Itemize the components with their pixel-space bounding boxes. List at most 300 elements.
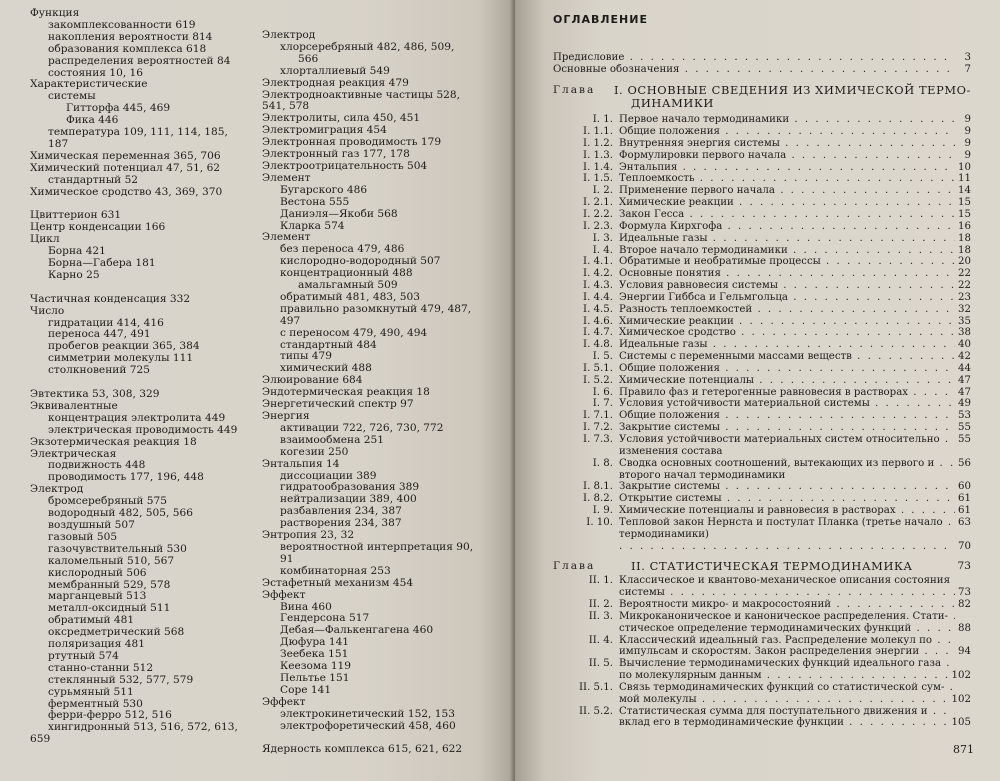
section-title: Химическое сродство — [619, 327, 736, 339]
toc-page-number: 14 — [958, 185, 971, 197]
section-title: Обратимые и необратимые процессы — [619, 256, 821, 268]
index-entry: столкновений 725 — [48, 364, 150, 377]
section-title: Общие положения — [619, 126, 720, 138]
section-number: I. 1.2. — [583, 137, 613, 149]
toc-entry — [553, 209, 971, 221]
section-number: II. 5.2. — [579, 705, 613, 717]
section-title-continued: второго начал термодинамики — [619, 469, 786, 481]
index-entry: Пельтье 151 — [280, 671, 350, 684]
index-entry: Гендерсона 517 — [280, 612, 370, 625]
toc-entry-title — [553, 126, 955, 138]
index-entry: поляризация 481 — [48, 638, 145, 651]
toc-entry-title — [553, 363, 955, 375]
toc-entry-title — [553, 280, 955, 292]
index-entry: активации 722, 726, 730, 772 — [280, 421, 444, 434]
toc-entry-title — [553, 575, 955, 587]
index-entry: водородный 482, 505, 566 — [48, 507, 193, 520]
toc-entry — [553, 611, 971, 623]
chapter-1-sections — [553, 114, 971, 540]
toc-entry-continued — [553, 646, 971, 658]
index-entry: распределения вероятностей 84 — [48, 54, 231, 67]
index-entry: Электрическая — [30, 447, 117, 460]
chapter-title: I. ОСНОВНЫЕ СВЕДЕНИЯ ИЗ ХИМИЧЕСКОЙ ТЕРМО- — [613, 82, 971, 97]
index-entry: нейтрализации 389, 400 — [280, 493, 417, 506]
toc-page-number: 3 — [964, 51, 971, 63]
index-entry: металл-оксидный 511 — [48, 602, 171, 615]
toc-entry — [553, 339, 971, 351]
index-entry: ртутный 574 — [48, 649, 119, 662]
toc-page-number: 23 — [958, 291, 971, 303]
index-entry: 659 — [30, 733, 51, 746]
toc-page-number — [955, 611, 971, 623]
section-title-continued: мой молекулы . . . — [553, 694, 950, 706]
section-number: I. 8. — [592, 457, 613, 469]
toc-entry-title — [553, 422, 955, 434]
toc-entry — [553, 481, 971, 493]
section-number: I. 1.3. — [583, 149, 613, 161]
section-number: II. 5. — [588, 658, 613, 670]
section-title: Химические реакции — [619, 315, 734, 327]
toc-entry — [553, 458, 971, 470]
index-entry: Электромиграция 454 — [262, 124, 387, 137]
toc-entry-title — [553, 375, 955, 387]
toc-entry-title — [553, 221, 955, 233]
index-entry: Центр конденсации 166 — [30, 221, 166, 234]
toc-entry — [553, 375, 971, 387]
index-entry: Химическое сродство 43, 369, 370 — [30, 185, 223, 198]
toc-entry — [553, 387, 971, 399]
section-number: I. 1.5. — [583, 173, 613, 185]
index-entry: Даниэля—Якоби 568 — [280, 207, 398, 220]
toc-page-number: 15 — [958, 197, 971, 209]
section-number: I. 4.8. — [583, 339, 613, 351]
section-number: I. 5.2. — [583, 374, 613, 386]
index-entry: Кларка 574 — [280, 219, 345, 232]
index-entry: Химическая переменная 365, 706 — [30, 149, 221, 162]
index-entry: Химический потенциал 47, 51, 62 — [30, 161, 221, 174]
section-number: I. 1.1. — [583, 126, 613, 138]
section-title: Правило фаз и гетерогенные равновесия в растворах — [619, 386, 909, 398]
section-number: I. 4.5. — [583, 303, 613, 315]
section-number: II. 2. — [588, 598, 613, 610]
toc-entry-continued — [553, 623, 971, 635]
toc-page-number: 42 — [958, 351, 971, 363]
toc-entry-title — [553, 162, 955, 174]
toc-entry — [553, 185, 971, 197]
page-number: 871 — [953, 743, 974, 756]
toc-entry — [553, 505, 971, 517]
toc-entry-title — [553, 150, 955, 162]
toc-entry — [553, 658, 971, 670]
front-matter — [553, 52, 971, 76]
toc-entry-continued — [553, 587, 971, 599]
index-entry: гидратообразования 389 — [280, 481, 420, 494]
section-number: I. 4.6. — [583, 315, 613, 327]
index-entry: кислородно-водородный 507 — [280, 255, 441, 268]
index-entry: Вина 460 — [280, 600, 332, 613]
index-entry: бромсеребряный 575 — [48, 495, 168, 508]
index-entry: с переносом 479, 490, 494 — [280, 326, 428, 339]
toc-entry-title — [553, 387, 955, 399]
section-number: I. 7.3. — [583, 434, 613, 445]
toc-entry-title: Предисловие . . . — [553, 52, 955, 64]
section-title: Закон Гесса — [619, 208, 685, 220]
index-entry: станно-станни 512 — [48, 661, 154, 674]
toc-entry — [553, 422, 971, 434]
section-number: II. 3. — [588, 610, 613, 622]
index-entry: Зеебека 151 — [280, 648, 349, 661]
index-entry: 187 — [48, 137, 69, 150]
index-entry: Эквивалентные — [30, 399, 118, 412]
toc-entry-title — [553, 682, 955, 694]
section-number: I. 7. — [592, 398, 613, 410]
index-entry: проводимость 177, 196, 448 — [48, 471, 204, 484]
index-entry: Электродноактивные частицы 528, — [262, 88, 461, 101]
toc-page-number: 49 — [958, 398, 971, 410]
section-title: Микроканоническое и каноническое распределения. Стати- — [619, 610, 948, 622]
index-entry: Частичная конденсация 332 — [30, 292, 191, 305]
toc-page-number — [955, 635, 971, 647]
index-entry: Борна 421 — [48, 245, 106, 258]
chapter-label: Глава — [553, 83, 596, 96]
index-entry: Энтропия 23, 32 — [262, 529, 355, 542]
index-entry: Вестона 555 — [280, 195, 350, 208]
section-title: Сводка основных соотношений, вытекающих из первого и — [619, 457, 935, 469]
index-entry: Электрод — [262, 29, 316, 41]
toc-entry — [553, 173, 971, 185]
section-number: I. 5. — [592, 351, 613, 363]
index-entry: Электронный газ 177, 178 — [262, 148, 410, 161]
toc-entry — [553, 52, 971, 64]
toc-page-number: 102 — [951, 670, 971, 682]
section-number: I. 1. — [592, 114, 613, 126]
index-entry: симметрии молекулы 111 — [48, 352, 194, 365]
section-number: I. 8.2. — [583, 493, 613, 505]
toc-entry — [553, 292, 971, 304]
index-entry: ферри-ферро 512, 516 — [48, 709, 172, 722]
toc-entry-title — [553, 256, 955, 268]
section-number: I. 4. — [592, 244, 613, 256]
index-entry: 497 — [280, 314, 301, 327]
toc-entry — [553, 304, 971, 316]
section-number: I. 10. — [586, 516, 613, 528]
index-entry: Характеристические — [30, 78, 148, 91]
toc-entry — [553, 126, 971, 138]
index-entry: правильно разомкнутый 479, 487, — [280, 302, 472, 315]
index-column-2 — [262, 30, 507, 756]
toc-entry-title — [553, 185, 955, 197]
toc-entry — [553, 682, 971, 694]
index-entry: Электролиты, сила 450, 451 — [262, 112, 421, 125]
section-title-continued: изменения состава — [619, 445, 723, 457]
index-entry: комбинаторная 253 — [280, 564, 391, 577]
section-title: Химические реакции — [619, 197, 734, 209]
index-column-1 — [30, 8, 260, 746]
toc-entry-title — [553, 505, 955, 517]
toc-entry-title — [553, 292, 955, 304]
section-title-continued: импульсам и скоростям. Закон распределения энергии . . . — [553, 646, 955, 658]
section-number: I. 7.1. — [583, 410, 613, 422]
index-entry: стеклянный 532, 577, 579 — [48, 673, 194, 686]
toc-entry-title — [553, 611, 955, 623]
toc-page-number: 73 — [958, 587, 971, 599]
section-title: Энтальпия — [619, 161, 678, 173]
index-entry: Электрод — [30, 483, 84, 496]
chapter-title-continued: ДИНАМИКИ — [631, 98, 714, 111]
index-entry: Соре 141 — [280, 683, 332, 696]
section-title: Основные понятия — [619, 268, 721, 280]
toc-page-number: 22 — [958, 268, 971, 280]
section-number: I. 3. — [592, 232, 613, 244]
index-entry: Бугарского 486 — [280, 183, 368, 196]
toc-page-number: 9 — [964, 126, 971, 138]
toc-entry-title — [553, 398, 955, 410]
toc-page-number: 47 — [958, 374, 971, 386]
toc-page-number — [955, 575, 971, 587]
toc-entry — [553, 575, 971, 587]
index-entry: Фика 446 — [66, 114, 119, 127]
section-title: Общие положения — [619, 410, 720, 422]
section-number: I. 2.1. — [583, 197, 613, 209]
toc-page-number: 9 — [964, 137, 971, 149]
section-number: I. 8.1. — [583, 481, 613, 493]
toc-page-number: 56 — [958, 457, 971, 469]
index-entry: Ядерность комплекса 615, 621, 622 — [262, 743, 463, 756]
section-title: Идеальные газы — [619, 232, 708, 244]
index-entry: Элемент — [262, 231, 311, 244]
index-entry: 91 — [280, 552, 294, 565]
toc-entry-continued — [553, 694, 971, 706]
toc-page-number: 38 — [958, 327, 971, 339]
toc-entry-title — [553, 327, 955, 339]
toc-entry — [553, 233, 971, 245]
chapter-1-heading — [553, 82, 971, 97]
index-entry: типы 479 — [280, 350, 333, 363]
toc-page-number: 15 — [958, 208, 971, 220]
toc-entry-continued — [553, 670, 971, 682]
toc-entry-title — [553, 481, 955, 493]
section-title: Тепловой закон Нернста и постулат Планка (третье начало — [619, 516, 943, 528]
section-title: Применение первого начала — [619, 185, 775, 197]
section-number: I. 9. — [592, 505, 613, 517]
index-entry: когезии 250 — [280, 445, 349, 458]
section-number: I. 5.1. — [583, 362, 613, 374]
toc-entry-title — [553, 706, 955, 718]
toc-page-number: 47 — [958, 386, 971, 398]
toc-entry — [553, 410, 971, 422]
toc-page-number: 61 — [958, 505, 971, 517]
toc-entry-title — [553, 245, 955, 257]
toc-entry-title — [553, 351, 955, 363]
section-title: Идеальные газы — [619, 339, 708, 351]
index-entry: химический 488 — [280, 362, 372, 375]
index-entry: пробегов реакции 365, 384 — [48, 340, 200, 353]
toc-page-number: 10 — [958, 161, 971, 173]
index-entry: Энергетический спектр 97 — [262, 398, 414, 411]
section-title: Классическое и квантово-механическое описания состояния — [619, 575, 951, 587]
section-title-continued: системы . . . — [553, 587, 955, 599]
toc-entry-title — [553, 209, 955, 221]
toc-page-number: 63 — [958, 516, 971, 528]
index-entry: Электроотрицательность 504 — [262, 159, 428, 172]
index-entry: Энергия — [262, 410, 310, 422]
index-entry: электрокинетический 152, 153 — [280, 707, 455, 720]
section-number: II. 1. — [588, 575, 613, 587]
section-number: I. 2. — [592, 185, 613, 197]
toc-entry — [553, 493, 971, 505]
section-number: I. 2.2. — [583, 208, 613, 220]
index-entry: хлорталлиевый 549 — [280, 64, 390, 77]
toc-entry — [553, 245, 971, 257]
toc-entry-title — [553, 658, 955, 670]
index-entry: состояния 10, 16 — [48, 66, 144, 79]
section-number: I. 4.3. — [583, 280, 613, 292]
index-entry: амальгамный 509 — [298, 279, 398, 292]
index-entry: стандартный 484 — [280, 338, 377, 351]
toc-page-number: 102 — [951, 693, 971, 705]
toc-page-number: 11 — [958, 173, 971, 185]
toc-entry — [553, 398, 971, 410]
section-title: Первое начало термодинамики — [619, 114, 790, 126]
table-of-contents — [553, 14, 971, 729]
section-title: Условия равновесия системы — [619, 280, 778, 292]
section-title: Химические потенциалы — [619, 374, 755, 386]
toc-entry-title — [553, 114, 955, 126]
section-number: II. 5.1. — [579, 681, 613, 693]
index-entry: Экзотермическая реакция 18 — [30, 435, 197, 448]
index-entry: Эффект — [262, 588, 306, 601]
index-entry: диссоциации 389 — [280, 469, 377, 482]
section-number: I. 2.3. — [583, 220, 613, 232]
toc-entry-title — [553, 316, 955, 328]
toc-entry — [553, 256, 971, 268]
toc-page-number — [955, 658, 971, 670]
toc-entry — [553, 268, 971, 280]
index-entry: газовый 505 — [48, 530, 118, 543]
index-entry: ферментный 530 — [48, 697, 143, 710]
toc-entry-title — [553, 517, 955, 529]
section-title: Статистическая сумма для поступательного движения и — [619, 705, 928, 717]
toc-page-number: 9 — [964, 149, 971, 161]
toc-page-number: 18 — [958, 244, 971, 256]
index-entry: Эвтектика 53, 308, 329 — [30, 388, 160, 400]
toc-entry-title — [553, 458, 955, 470]
index-entry: Гитторфа 445, 469 — [66, 102, 171, 115]
index-entry: Дебая—Фалькенгагена 460 — [280, 624, 434, 637]
toc-page-number: 88 — [958, 622, 971, 634]
index-entry: газочувствительный 530 — [48, 542, 187, 555]
toc-page-number: 22 — [958, 280, 971, 292]
section-title: Классический идеальный газ. Распределение молекул по — [619, 634, 933, 646]
index-entry: без переноса 479, 486 — [280, 243, 405, 256]
index-entry: Эндотермическая реакция 18 — [262, 386, 430, 399]
toc-page-number: 20 — [958, 256, 971, 268]
toc-entry — [553, 138, 971, 150]
section-title: Энергии Гиббса и Гельмгольца — [619, 291, 788, 303]
toc-entry — [553, 197, 971, 209]
index-entry: Кеезома 119 — [280, 660, 352, 673]
index-entry: Элюирование 684 — [262, 374, 363, 387]
chapter-title: II. СТАТИСТИЧЕСКАЯ ТЕРМОДИНАМИКА — [631, 559, 913, 574]
index-entry: обратимый 481 — [48, 614, 135, 627]
toc-entry — [553, 280, 971, 292]
index-entry: образования комплекса 618 — [48, 42, 207, 55]
section-number: I. 4.1. — [583, 256, 613, 268]
toc-page-number: 35 — [958, 315, 971, 327]
index-entry: обратимый 481, 483, 503 — [280, 290, 421, 303]
index-entry: разбавления 234, 387 — [280, 505, 402, 518]
index-entry: каломельный 510, 567 — [48, 554, 175, 567]
index-entry: воздушный 507 — [48, 518, 135, 531]
section-number: I. 6. — [592, 386, 613, 398]
section-title-continued: вклад его в термодинамические функции . . . — [553, 717, 950, 729]
toc-page-number: 55 — [958, 422, 971, 434]
toc-page-number: 73 — [957, 560, 971, 573]
section-title: Общие положения — [619, 362, 720, 374]
toc-page-number: 40 — [958, 339, 971, 351]
toc-page-number: 53 — [958, 410, 971, 422]
index-entry: хингидронный 513, 516, 572, 613, — [48, 721, 238, 734]
section-title: Теплоемкость — [619, 173, 695, 185]
toc-entry — [553, 327, 971, 339]
toc-entry — [553, 150, 971, 162]
toc-page-number: 32 — [958, 303, 971, 315]
section-title-continued: стическое определение термодинамических функций . . . — [553, 623, 955, 635]
index-entry: взаимообмена 251 — [280, 433, 384, 446]
section-number: I. 4.2. — [583, 268, 613, 280]
index-entry: Эффект — [262, 695, 306, 708]
toc-page-number: 44 — [958, 362, 971, 374]
toc-entry — [553, 363, 971, 375]
index-entry: 566 — [298, 52, 319, 65]
index-entry: кислородный 506 — [48, 566, 147, 579]
toc-entry-title — [553, 138, 955, 150]
toc-entry — [553, 599, 971, 611]
section-number: I. 4.7. — [583, 327, 613, 339]
toc-page-number: 94 — [958, 646, 971, 658]
index-entry: стандартный 52 — [48, 173, 139, 186]
toc-page-number: 70 — [958, 540, 971, 552]
index-entry: Электронная проводимость 179 — [262, 136, 442, 149]
index-entry: Число — [30, 304, 65, 317]
index-entry: мембранный 529, 578 — [48, 578, 171, 591]
toc-entry-continued — [553, 717, 971, 729]
toc-entry-title — [553, 635, 955, 647]
index-entry: Дюфура 141 — [280, 636, 350, 649]
index-entry: Электродная реакция 479 — [262, 76, 409, 89]
index-entry: Борна—Габера 181 — [48, 257, 156, 270]
section-title: Второе начало термодинамики — [619, 244, 788, 256]
section-title: Формулировки первого начала — [619, 149, 787, 161]
toc-entry-title — [553, 410, 955, 422]
section-title: Связь термодинамических функций со статистической сум- — [619, 681, 945, 693]
section-number: I. 7.2. — [583, 422, 613, 434]
section-number: I. 1.4. — [583, 161, 613, 173]
index-entry: оксредметрический 568 — [48, 626, 185, 639]
toc-entry — [553, 706, 971, 718]
index-entry: гидратации 414, 416 — [48, 316, 164, 329]
chapter-2-heading — [553, 561, 971, 573]
index-entry: переноса 447, 491 — [48, 328, 151, 341]
section-title-continued: термодинамики) — [619, 528, 710, 540]
section-title: Условия устойчивости материальной системы — [619, 398, 870, 410]
toc-page-number: 7 — [964, 63, 971, 75]
toc-page-number: 55 — [958, 434, 971, 445]
index-entry: закомплексованности 619 — [48, 18, 196, 31]
section-title: Закрытие системы — [619, 422, 721, 434]
toc-page-number — [955, 706, 971, 718]
index-entry: хлорсеребряный 482, 486, 509, — [280, 40, 455, 53]
